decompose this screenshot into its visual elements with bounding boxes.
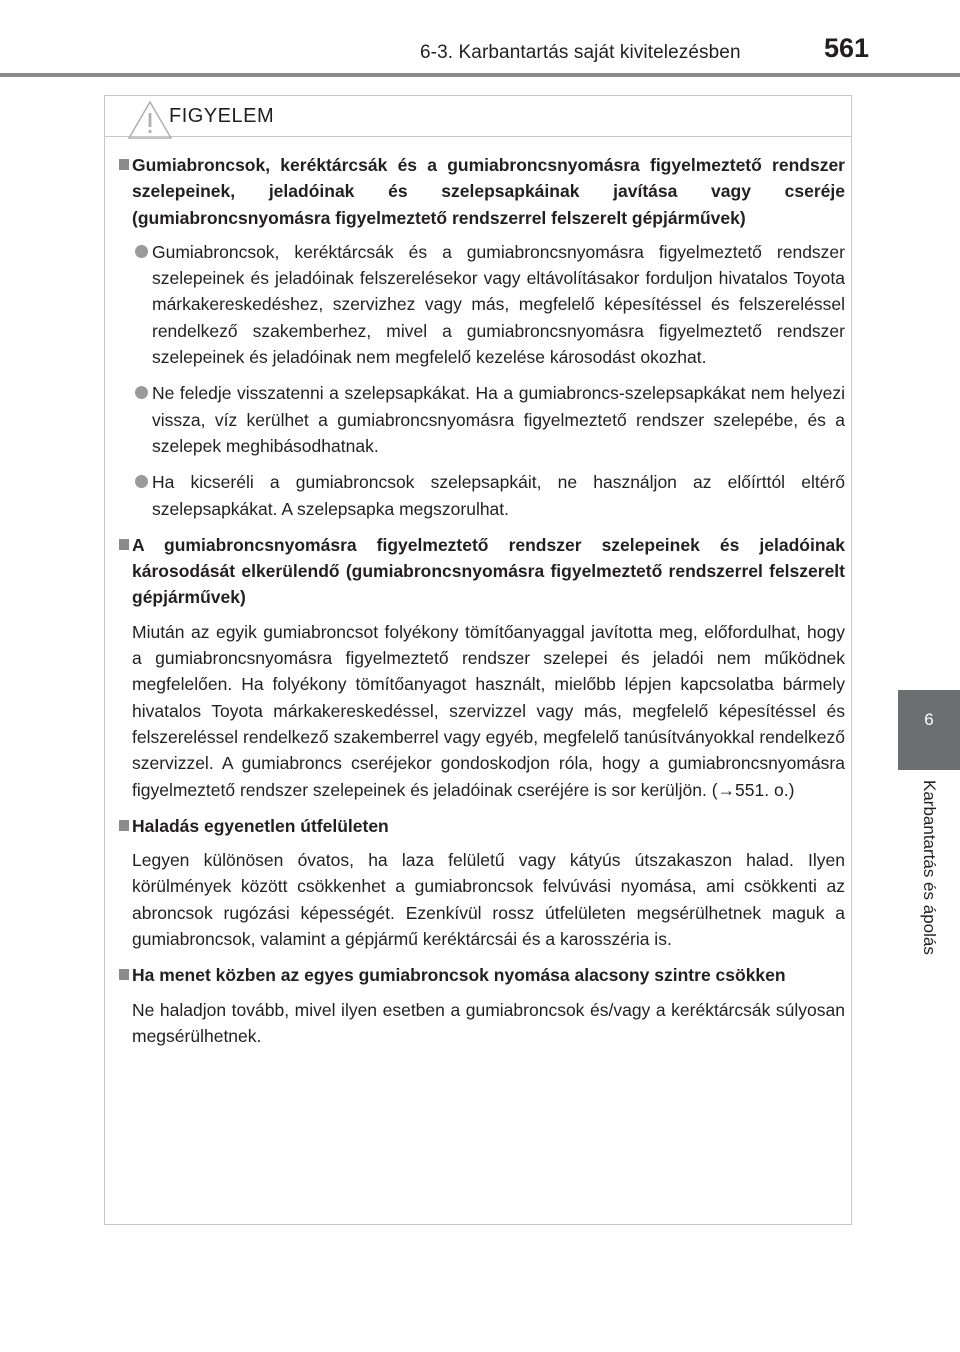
- section-paragraph: Legyen különösen óvatos, ha laza felületű vagy kátyús útszakaszon halad. Ilyen körülmények között csökkenhet a gumiabroncsok felvúvási nyomása, ami csökkenti az abroncsok rugózási képességét. Ezenkívül rossz útfelületen megsérülhetnek maguk a gumiabroncsok, valamint a gépjármű keréktárcsái és a karosszéria is.: [132, 850, 845, 950]
- list-item-text: Ne feledje visszatenni a szelepsapkákat. Ha a gumiabroncs-szelepsapkákat nem helyezi vissza, víz kerülhet a gumiabroncsnyomásra figyelmeztető rendszer szelepébe, és a szelepek meghibásodhatnak.: [152, 383, 845, 456]
- section-heading: [119, 962, 845, 988]
- chapter-label: [904, 780, 954, 1000]
- section-heading-text: Haladás egyenetlen útfelületen: [132, 815, 389, 836]
- list-item: [119, 239, 845, 370]
- round-bullet-icon: [135, 386, 148, 399]
- chapter-label-text: Karbantartás és ápolás: [920, 780, 939, 955]
- warning-header: [105, 96, 851, 137]
- page-number: 561: [824, 33, 870, 63]
- square-bullet-icon: [119, 159, 129, 170]
- section-heading: [119, 152, 845, 231]
- square-bullet-icon: [119, 969, 129, 980]
- round-bullet-icon: [135, 245, 148, 258]
- round-bullet-icon: [135, 475, 148, 488]
- warning-box: [104, 95, 852, 1225]
- section-heading-text: A gumiabroncsnyomásra figyelmeztető rendszer szelepeinek és jeladóinak károsodását elkerülendő (gumiabroncsnyomásra figyelmeztető rendszerrel felszerelt gépjárművek): [132, 534, 845, 608]
- square-bullet-icon: [119, 820, 129, 831]
- header-divider: [0, 73, 960, 77]
- section-paragraph: Miután az egyik gumiabroncsot folyékony tömítőanyaggal javította meg, előfordulhat, hogy a gumiabroncsnyomásra figyelmeztető rendszer szelepei és jeladói nem működnek megfelelően. Ha folyékony tömítőanyagot használt, mielőbb lépjen kapcsolatba bármely hivatalos Toyota márkakereskedéssel, szervizzel vagy más, megfelelő képesítéssel és felszereléssel rendelkező szakemberrel vagy egyéb, megfelelő tanúsítványokkal rendelkező szervizzel. A gumiabroncs cseréjekor gondoskodjon róla, hogy a gumiabroncsnyomásra figyelmeztető rendszer szelepeinek és jeladóinak cseréjére is sor kerüljön. (→551. o.): [132, 621, 845, 800]
- chapter-number: 6: [924, 710, 934, 729]
- section-title: 6-3. Karbantartás saját kivitelezésben: [420, 42, 741, 63]
- list-item: [119, 469, 845, 522]
- section-heading-text: Ha menet közben az egyes gumiabroncsok nyomása alacsony szintre csökken: [132, 965, 786, 986]
- list-item-text: Gumiabroncsok, keréktárcsák és a gumiabroncsnyomásra figyelmeztető rendszer szelepeinek és jeladóinak felszerelésekor vagy eltávolításakor forduljon hivatalos Toyota márkakereskedéshez, szervizhez vagy más, megfelelő képesítéssel és felszereléssel rendelkező szakemberhez, mivel a gumiabroncsnyomásra figyelmeztető rendszer szelepeinek és jeladóinak nem megfelelő kezelése károsodást okozhat.: [152, 241, 845, 368]
- square-bullet-icon: [119, 539, 129, 550]
- section-paragraph: Ne haladjon tovább, mivel ilyen esetben a gumiabroncsok és/vagy a keréktárcsák súlyosan megsérülhetnek.: [132, 999, 845, 1046]
- section-heading: [119, 813, 845, 839]
- list-item-text: Ha kicseréli a gumiabroncsok szelepsapkáit, ne használjon az előírttól eltérő szelepsapkákat. A szelepsapka megszorulhat.: [152, 472, 845, 519]
- chapter-tab: [898, 690, 960, 770]
- section-heading: [119, 532, 845, 611]
- warning-content: [119, 152, 845, 1059]
- list-item: [119, 380, 845, 459]
- warning-triangle-icon: [127, 100, 173, 140]
- warning-title: FIGYELEM: [169, 105, 275, 127]
- section-heading-text: Gumiabroncsok, keréktárcsák és a gumiabroncsnyomásra figyelmeztető rendszer szelepeinek, jeladóinak és szelepsapkáinak javítása vagy cseréje (gumiabroncsnyomásra figyelmeztető rendszerrel felszerelt gépjárművek): [132, 155, 845, 228]
